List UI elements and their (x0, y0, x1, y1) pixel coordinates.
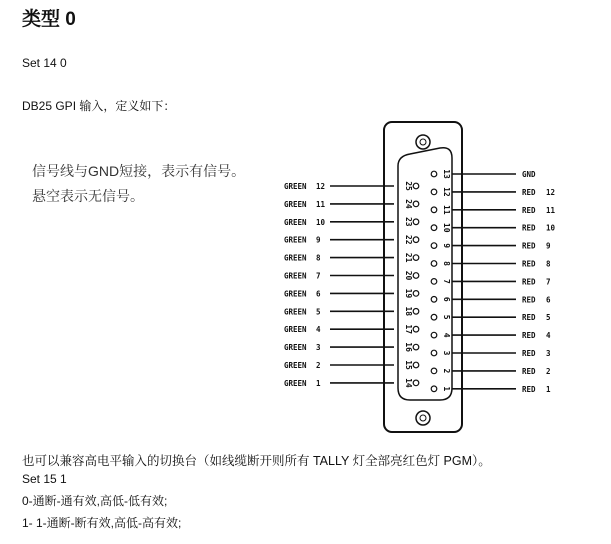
green-pin-number: 2 (316, 361, 321, 370)
mode-0-description: 0-通断-通有效,高低-低有效; (22, 494, 168, 508)
right-pin-label: RED (522, 331, 536, 341)
pin-number: 25 (404, 181, 413, 191)
right-pin-label: RED (522, 366, 536, 376)
pin-number: 15 (404, 360, 413, 370)
db25-pinout-diagram (270, 118, 570, 438)
pin-number: 17 (404, 324, 413, 335)
pin-number: 23 (404, 216, 413, 227)
pin-number: 7 (442, 278, 451, 284)
right-pin-label: GND (522, 170, 536, 179)
pin-hole (413, 309, 419, 315)
pin-number: 6 (442, 296, 451, 302)
green-pin-label: GREEN (284, 253, 307, 263)
pin-hole (431, 261, 437, 267)
right-pin-number: 4 (546, 331, 551, 341)
pin-hole (413, 273, 419, 279)
pin-hole (413, 201, 419, 207)
pin-number: 10 (442, 222, 451, 233)
green-pin-number: 12 (316, 182, 326, 191)
green-pin-label: GREEN (284, 361, 307, 370)
pin-hole (413, 219, 419, 225)
bottom-screw (416, 411, 430, 425)
green-pin-label: GREEN (284, 289, 307, 299)
pin-number: 8 (442, 261, 451, 266)
top-screw (416, 135, 430, 149)
pin-hole (431, 332, 437, 338)
right-pin-label: RED (522, 384, 536, 394)
right-pin-number: 1 (546, 384, 551, 394)
pin-hole (431, 189, 437, 195)
pin-hole (431, 171, 437, 177)
right-pin-number: 10 (546, 223, 556, 233)
pin-number: 1 (442, 386, 451, 392)
green-pin-label: GREEN (284, 217, 307, 227)
green-pin-label: GREEN (284, 235, 307, 245)
green-pin-number: 3 (316, 343, 321, 353)
pin-number: 16 (404, 342, 413, 352)
pin-hole (413, 326, 419, 332)
right-pin-number: 11 (546, 205, 556, 215)
pin-hole (431, 279, 437, 285)
pin-number: 22 (404, 234, 413, 245)
page-title: 类型 0 (22, 9, 76, 30)
right-pin-label: RED (522, 187, 536, 197)
pin-hole (431, 243, 437, 249)
pin-hole (431, 207, 437, 213)
green-pin-number: 7 (316, 271, 321, 281)
green-pin-label: GREEN (284, 199, 307, 209)
green-pin-number: 11 (316, 199, 326, 209)
right-pin-label: RED (522, 295, 536, 305)
right-pin-number: 7 (546, 277, 551, 287)
pin-hole (431, 386, 437, 392)
green-pin-number: 8 (316, 253, 321, 263)
green-pin-label: GREEN (284, 325, 307, 335)
set-command-14: Set 14 0 (22, 56, 67, 70)
mode-1-description: 1- 1-通断-断有效,高低-高有效; (22, 516, 182, 530)
pin-hole (413, 183, 419, 189)
right-pin-number: 8 (546, 259, 551, 269)
pin-hole (431, 297, 437, 303)
green-pin-number: 6 (316, 289, 321, 299)
green-pin-label: GREEN (284, 307, 307, 317)
right-pin-number: 3 (546, 349, 551, 358)
signal-note-line-2: 悬空表示无信号。 (32, 188, 144, 204)
green-pin-label: GREEN (284, 378, 307, 388)
pin-hole (413, 291, 419, 297)
pin-number: 4 (442, 332, 451, 338)
pin-number: 21 (404, 252, 413, 263)
pin-number: 13 (442, 169, 451, 179)
pin-number: 14 (404, 378, 413, 388)
right-pin-number: 2 (546, 366, 551, 376)
right-pin-label: RED (522, 259, 536, 269)
right-pin-label: RED (522, 205, 536, 215)
right-pin-number: 6 (546, 295, 551, 305)
pin-number: 18 (404, 306, 413, 317)
pin-number: 5 (442, 314, 451, 320)
right-pin-number: 9 (546, 241, 551, 251)
pin-hole (431, 368, 437, 374)
right-pin-label: RED (522, 313, 536, 323)
pin-hole (431, 225, 437, 231)
green-pin-number: 5 (316, 307, 321, 317)
signal-note-line-1: 信号线与GND短接，表示有信号。 (32, 163, 246, 179)
pin-hole (413, 362, 419, 368)
pin-number: 20 (404, 270, 413, 281)
pin-number: 2 (442, 368, 451, 374)
right-pin-number: 5 (546, 313, 551, 323)
green-pin-label: GREEN (284, 343, 307, 353)
green-pin-number: 4 (316, 325, 321, 335)
pin-number: 12 (442, 187, 451, 197)
pin-number: 24 (404, 199, 413, 209)
pin-number: 19 (404, 288, 413, 299)
pin-hole (413, 380, 419, 386)
pin-number: 9 (442, 243, 451, 249)
green-pin-number: 1 (316, 378, 321, 388)
compat-text: 也可以兼容高电平输入的切换台（如线缆断开则所有 TALLY 灯全部亮红色灯 PGM）。 (22, 454, 491, 468)
pin-hole (431, 350, 437, 356)
pin-hole (431, 314, 437, 320)
right-pin-label: RED (522, 349, 536, 358)
green-pin-number: 10 (316, 217, 326, 227)
pin-hole (413, 255, 419, 261)
db25-intro-text: DB25 GPI 输入，定义如下： (22, 99, 176, 113)
pin-number: 11 (442, 204, 451, 215)
right-pin-label: RED (522, 223, 536, 233)
set-command-15: Set 15 1 (22, 472, 67, 486)
green-pin-label: GREEN (284, 271, 307, 281)
right-pin-label: RED (522, 241, 536, 251)
right-pin-label: RED (522, 277, 536, 287)
green-pin-label: GREEN (284, 182, 307, 191)
pin-number: 3 (442, 350, 451, 356)
green-pin-number: 9 (316, 235, 321, 245)
pin-hole (413, 237, 419, 243)
right-pin-number: 12 (546, 187, 556, 197)
pin-hole (413, 344, 419, 350)
